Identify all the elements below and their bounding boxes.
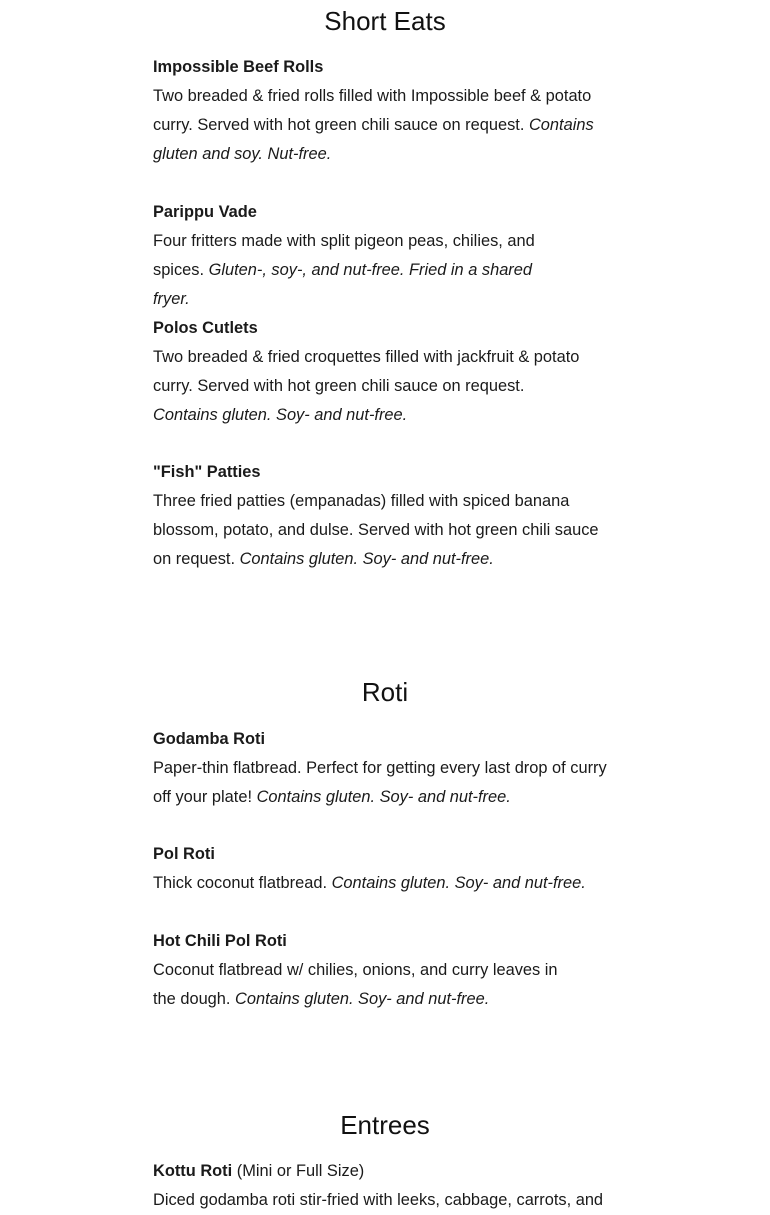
- item-name: Pol Roti: [153, 845, 215, 863]
- menu-item-kottu-roti: [153, 1157, 619, 1215]
- item-description: [153, 754, 619, 812]
- menu-item-fish-patties: [153, 458, 603, 574]
- item-allergens: Contains gluten. Soy- and nut-free.: [256, 788, 511, 806]
- item-description-text: Thick coconut flatbread.: [153, 874, 328, 892]
- item-name: Godamba Roti: [153, 730, 266, 748]
- section-title-short-eats: Short Eats: [324, 6, 446, 36]
- item-allergens: Contains gluten and soy. Nut-free.: [153, 116, 594, 163]
- item-name-row: [153, 1157, 619, 1186]
- item-description: [153, 956, 583, 1014]
- item-allergens: Contains gluten. Soy- and nut-free.: [239, 550, 494, 568]
- item-size-note: (Mini or Full Size): [236, 1162, 365, 1180]
- item-description-text: Two breaded & fried rolls filled with Impossible beef & potato curry. Served with hot green chili sauce on request.: [153, 87, 592, 134]
- item-name: "Fish" Patties: [153, 463, 261, 481]
- menu-item-parippu-vade: [153, 198, 533, 314]
- item-description-text: Two breaded & fried croquettes filled with jackfruit & potato curry. Served with hot green chili sauce on request.: [153, 348, 580, 395]
- section-title-roti: Roti: [361, 677, 409, 707]
- item-description-text: Paper-thin flatbread. Perfect for getting every last drop of curry off your plate!: [153, 759, 607, 806]
- item-name: Impossible Beef Rolls: [153, 58, 324, 76]
- menu-item-hot-chili-pol-roti: [153, 927, 583, 1014]
- menu-item-polos-cutlets: [153, 314, 593, 430]
- item-allergens: Gluten-, soy-, and nut-free. Fried in a shared fryer.: [153, 261, 532, 308]
- item-description-text: Coconut flatbread w/ chilies, onions, and curry leaves in the dough.: [153, 961, 558, 1008]
- item-description: [153, 82, 619, 169]
- item-description: [153, 343, 593, 430]
- item-allergens: Contains gluten. Soy- and nut-free.: [153, 406, 408, 424]
- item-name: Polos Cutlets: [153, 319, 258, 337]
- item-allergens: Contains gluten. Soy- and nut-free.: [331, 874, 586, 892]
- menu-item-godamba-roti: [153, 725, 619, 812]
- section-title-entrees: Entrees: [340, 1110, 430, 1140]
- item-description: Diced godamba roti stir-fried with leeks, cabbage, carrots, and: [153, 1191, 604, 1209]
- item-allergens: Contains gluten. Soy- and nut-free.: [235, 990, 490, 1008]
- item-description: [153, 869, 619, 898]
- item-description: [153, 487, 603, 574]
- item-description-text: Four fritters made with split pigeon peas, chilies, and spices.: [153, 232, 535, 279]
- menu-item-pol-roti: [153, 840, 619, 898]
- menu-item-impossible-beef-rolls: [153, 53, 619, 169]
- item-description-text: Three fried patties (empanadas) filled with spiced banana blossom, potato, and dulse. Served with hot green chili sauce on request.: [153, 492, 599, 568]
- item-description: [153, 227, 553, 314]
- item-name: Parippu Vade: [153, 203, 257, 221]
- item-name: Kottu Roti: [153, 1162, 233, 1180]
- item-name: Hot Chili Pol Roti: [153, 932, 287, 950]
